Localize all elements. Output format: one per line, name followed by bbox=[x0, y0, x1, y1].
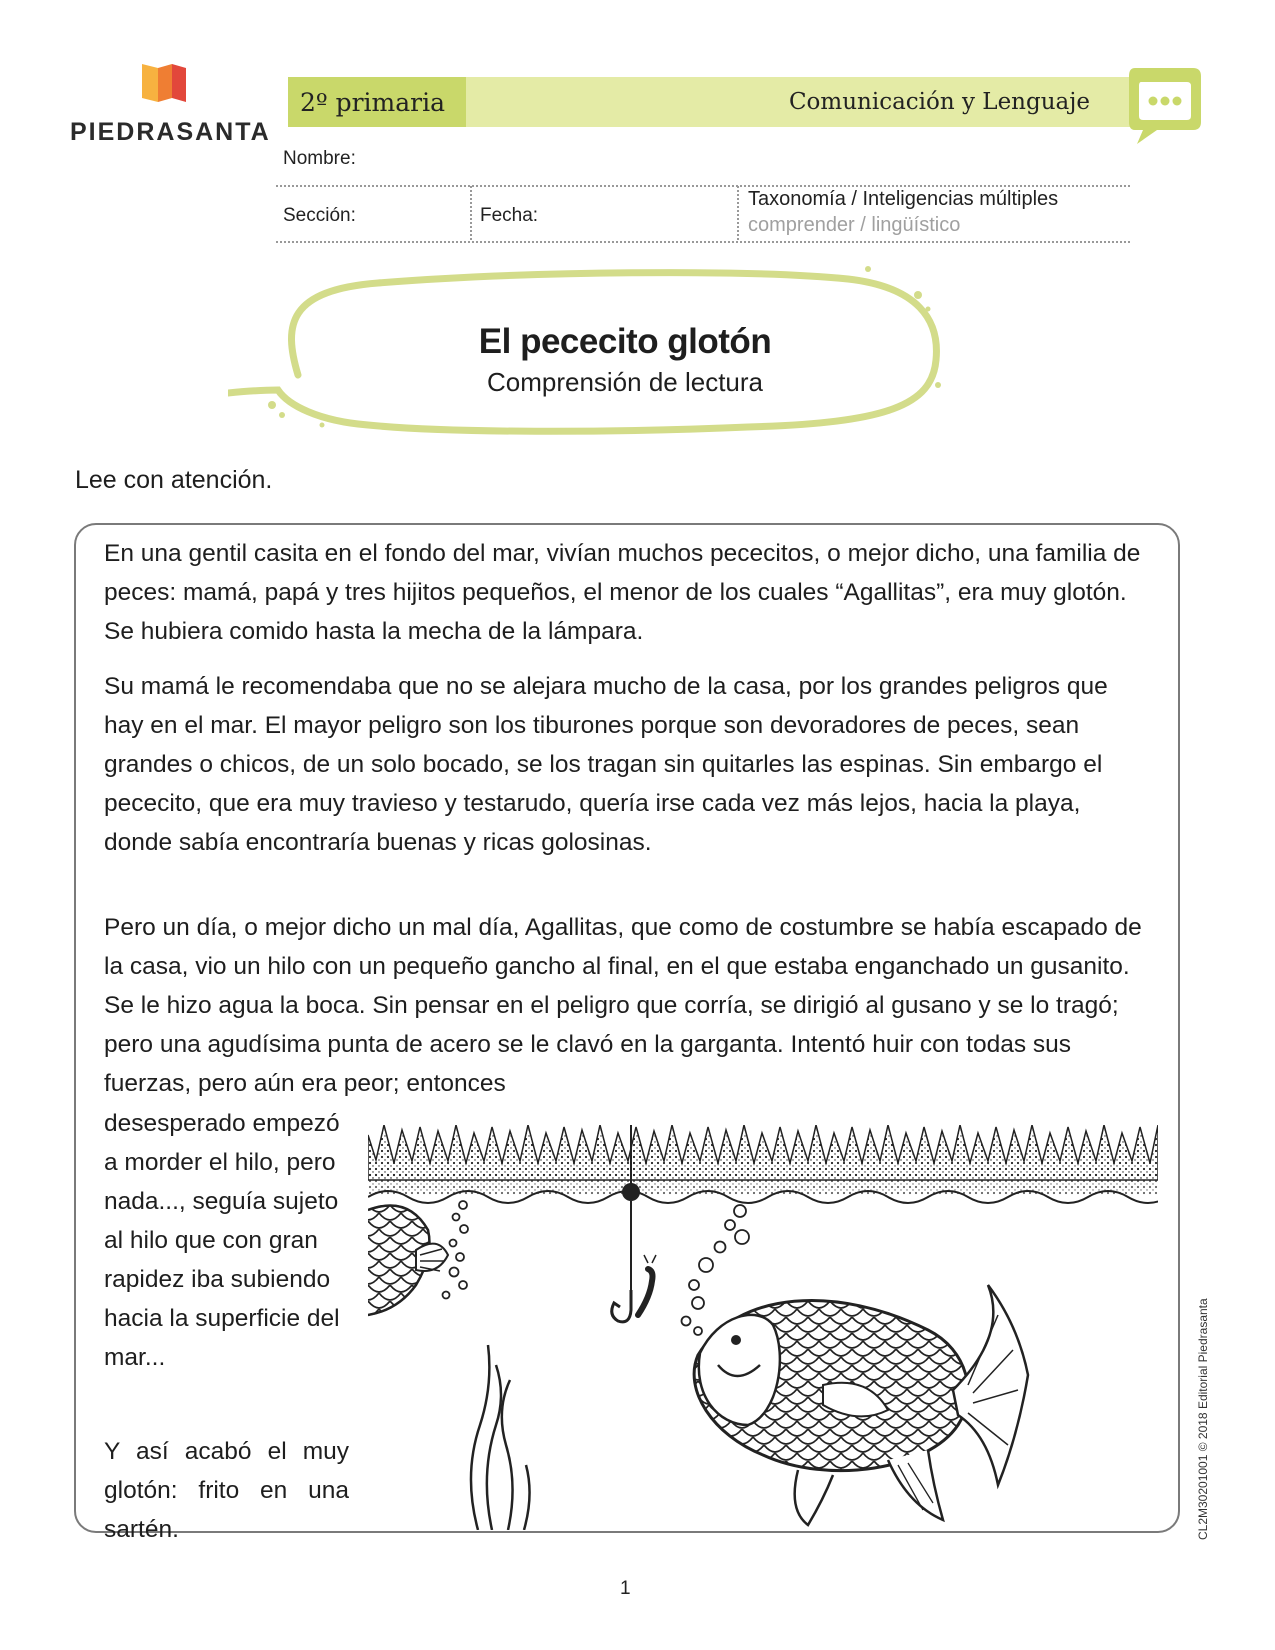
fish-hook-worm-illustration bbox=[368, 1125, 1158, 1530]
bubbles bbox=[443, 1201, 750, 1335]
page-title: El pececito glotón bbox=[478, 322, 772, 361]
page-number: 1 bbox=[620, 1578, 631, 1599]
instruction-text: Lee con atención. bbox=[75, 466, 273, 494]
paragraph: Y así acabó el muy glotón: frito en una sartén. bbox=[104, 1438, 349, 1543]
small-fish-icon bbox=[368, 1206, 448, 1316]
grade-label: 2º primaria bbox=[288, 77, 466, 127]
book-icon bbox=[142, 64, 186, 102]
taxonomy-title: Taxonomía / Inteligencias múltiples bbox=[748, 188, 1059, 210]
seaweed-icon bbox=[471, 1345, 530, 1530]
paragraph: En una gentil casita en el fondo del mar, vivían muchos pececitos, o mejor dicho, una familia de peces: mamá, papá y tres hijitos pequeños, el menor de los cuales “Agallitas”, era muy glotón. Se hubiera comido hasta la mecha de la lámpara. bbox=[104, 540, 1141, 645]
taxonomy-value: comprender / lingüístico bbox=[748, 214, 961, 236]
speech-bubble-icon bbox=[1125, 62, 1205, 146]
divider bbox=[276, 185, 1130, 187]
worm-icon bbox=[638, 1255, 656, 1315]
page-subtitle: Comprensión de lectura bbox=[486, 367, 764, 397]
name-label: Nombre: bbox=[283, 148, 356, 169]
logo-text: PIEDRASANTA bbox=[70, 118, 271, 146]
copyright-text: CL2M30201001 © 2018 Editorial Piedrasanta bbox=[1196, 1298, 1210, 1540]
divider bbox=[470, 186, 472, 240]
paragraph: Su mamá le recomendaba que no se alejara mucho de la casa, por los grandes peligros que hay en el mar. El mayor peligro son los tiburones porque son devoradores de peces, sean grandes o chicos, de un solo bocado, se los tragan sin quitarles las espinas. Sin embargo el pececito, que era muy travieso y testarudo, quería irse cada vez más lejos, hacia la playa, donde sabía encontraría buenas y ricas golosinas. bbox=[104, 673, 1108, 856]
date-label: Fecha: bbox=[480, 205, 539, 226]
paragraph: Pero un día, o mejor dicho un mal día, Agallitas, que como de costumbre se había escapado de la casa, vio un hilo con un pequeño gancho al final, en el que estaba enganchado un gusanito. Se le hizo agua la boca. Sin pensar en el peligro que corría, se dirigió al gusano y se lo tragó; pero una agudísima punta de acero se le clavó en la garganta. Intentó huir con todas sus fuerzas, pero aún era peor; entonces bbox=[104, 914, 1142, 1097]
divider bbox=[276, 241, 1130, 243]
paragraph-continuation: desesperado empezó a morder el hilo, pero nada..., seguía sujeto al hilo que con gran rapidez iba subiendo hacia la superficie del mar... bbox=[104, 1110, 340, 1371]
sea-surface bbox=[368, 1125, 1158, 1203]
divider bbox=[737, 186, 739, 240]
big-fish-icon bbox=[668, 1275, 1028, 1525]
subject-label: Comunicación y Lenguaje bbox=[466, 77, 1140, 127]
section-label: Sección: bbox=[283, 205, 356, 226]
